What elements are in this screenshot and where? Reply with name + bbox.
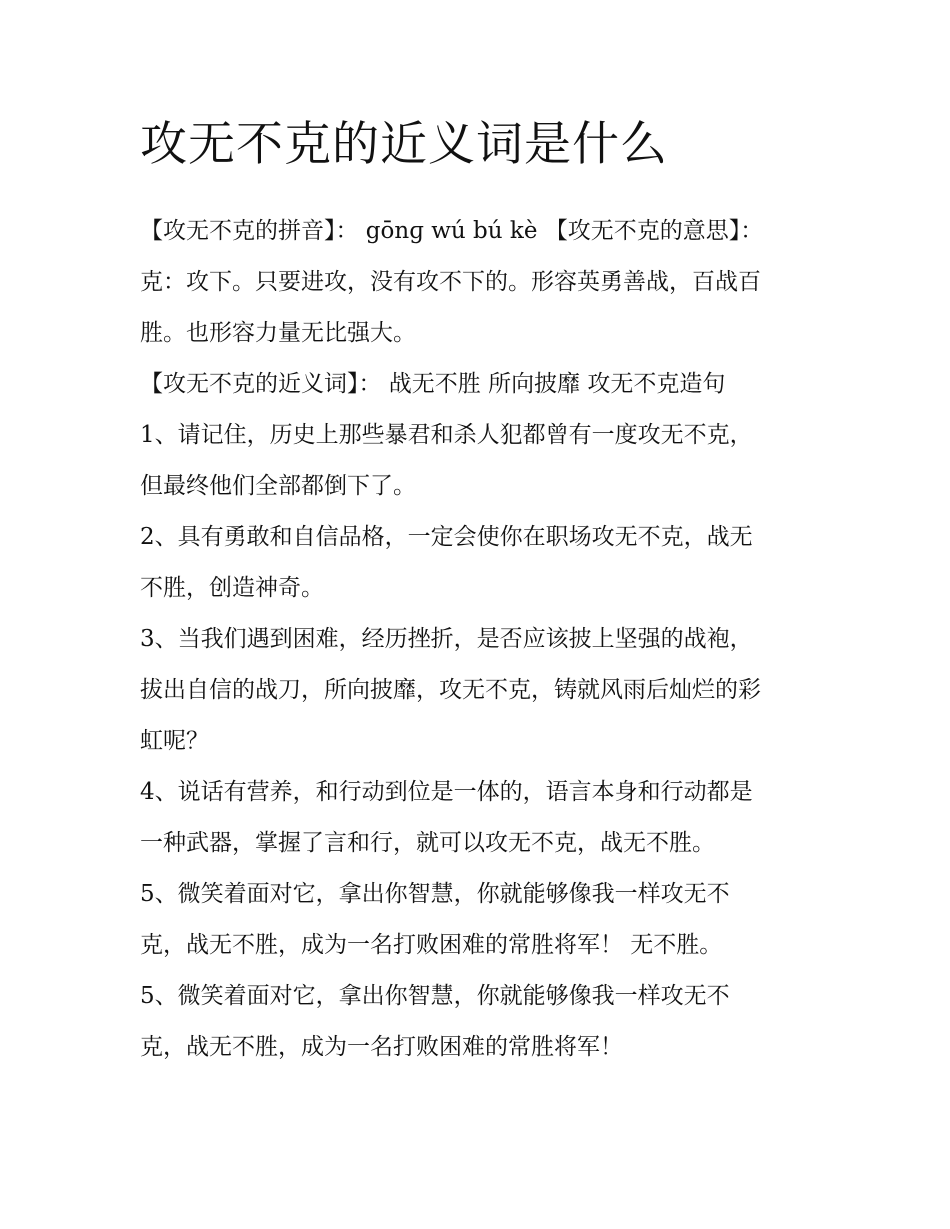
text-line: 克：攻下。只要进攻，没有攻不下的。形容英勇善战，百战百: [140, 269, 761, 295]
text-line: 不胜，创造神奇。: [140, 575, 324, 601]
text-line: 但最终他们全部都倒下了。: [140, 473, 416, 499]
text-line: 克，战无不胜，成为一名打败困难的常胜将军！ 无不胜。: [140, 932, 723, 958]
text-line: 2、具有勇敢和自信品格，一定会使你在职场攻无不克，战无: [140, 524, 753, 550]
text-line: 【攻无不克的近义词】： 战无不胜 所向披靡 攻无不克造句: [140, 371, 726, 397]
text-line: 1、请记住，历史上那些暴君和杀人犯都曾有一度攻无不克，: [140, 422, 753, 448]
document-page: [140, 112, 830, 1073]
text-line: 拔出自信的战刀，所向披靡，攻无不克，铸就风雨后灿烂的彩: [140, 677, 761, 703]
text-line: 3、当我们遇到困难，经历挫折，是否应该披上坚强的战袍，: [140, 626, 753, 652]
page-title: 攻无不克的近义词是什么: [140, 117, 668, 172]
text-line: 5、微笑着面对它，拿出你智慧，你就能够像我一样攻无不: [140, 983, 730, 1009]
text-line: 虹呢？: [140, 728, 209, 754]
text-line: 克，战无不胜，成为一名打败困难的常胜将军！: [140, 1034, 623, 1060]
text-line: 胜。也形容力量无比强大。: [140, 320, 416, 346]
text-line: 5、微笑着面对它，拿出你智慧，你就能够像我一样攻无不: [140, 881, 730, 907]
text-line: 【攻无不克的拼音】： gōnɡ wú bú kè 【攻无不克的意思】：: [140, 218, 764, 244]
text-line: 一种武器，掌握了言和行，就可以攻无不克，战无不胜。: [140, 830, 715, 856]
text-line: 4、说话有营养，和行动到位是一体的，语言本身和行动都是: [140, 779, 753, 805]
